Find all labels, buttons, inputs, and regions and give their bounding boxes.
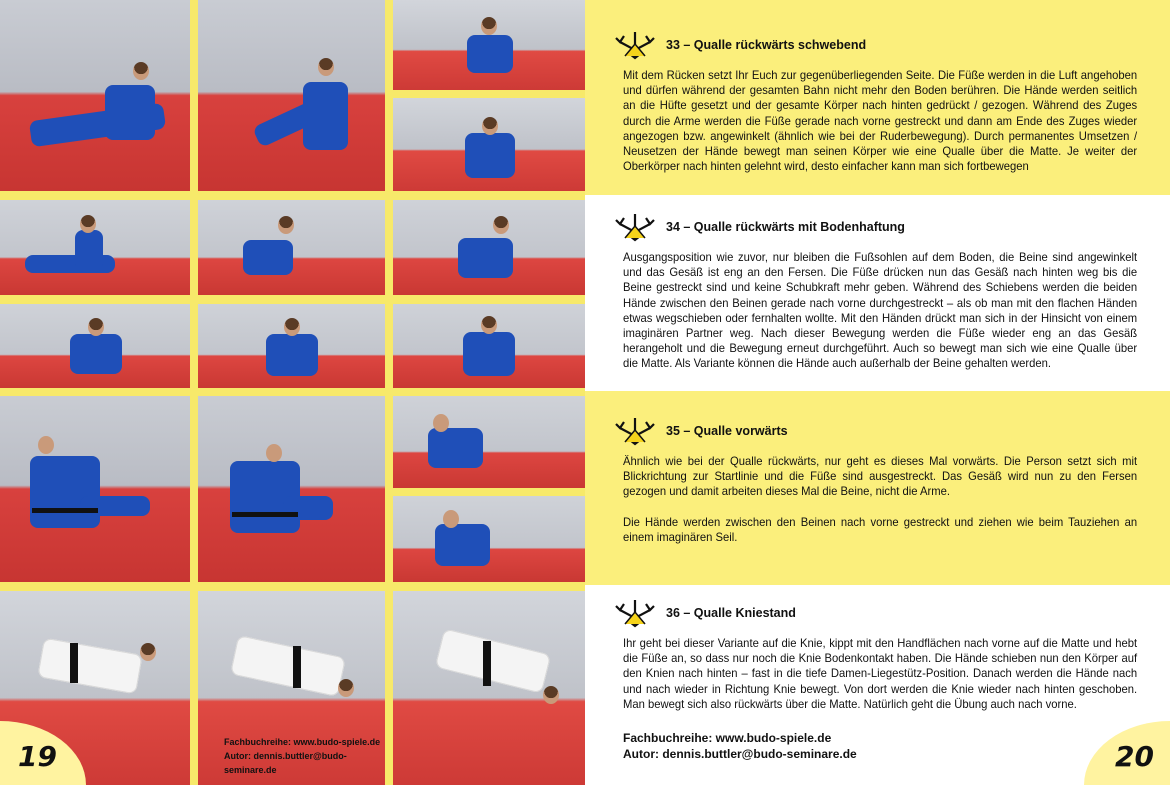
- photo-34-1: [0, 200, 190, 295]
- section-36: [612, 598, 1138, 712]
- photo-35-1: [0, 396, 190, 582]
- photo-36-3: [393, 591, 585, 785]
- photo-35-3: [393, 396, 585, 488]
- section-35-title: 35 – Qualle vorwärts: [666, 424, 788, 438]
- page-number-left: 19: [0, 721, 86, 785]
- section-35-body: Ähnlich wie bei der Qualle rückwärts, nur geht es dieses Mal vorwärts. Die Person setzt sich mit Blickrichtung zur Startlinie und die Füße sind ausgestreckt. Das Gesäß wird nun zu den Fersen gezogen und damit arbeiten dieses Mal die Beine, nicht die Arme.: [623, 455, 1138, 499]
- arrows-compass-icon: [612, 212, 658, 242]
- photo-34-5: [198, 304, 385, 388]
- section-34-title: 34 – Qualle rückwärts mit Bodenhaftung: [666, 220, 905, 234]
- arrows-compass-icon: [612, 30, 658, 60]
- page-number-right: 20: [1084, 721, 1170, 785]
- right-credit: [623, 730, 857, 762]
- left-credit-series: Fachbuchreihe: www.budo-spiele.de: [224, 737, 381, 747]
- photo-34-6: [393, 304, 585, 388]
- section-34-body: Ausgangsposition wie zuvor, nur bleiben die Fußsohlen auf dem Boden, die Beine sind angewinkelt und das Gesäß ist eng an den Fersen. Die Füße drücken nun das Gesäß nach hinten weg bis die Beine gestreckt sind und keine Schubkraft mehr geben. Während des Schiebens werden die beiden Hände zwischen den Beinen gerade nach vorne durchgestreckt – als ob man mit den flachen Händen etwas wegschieben oder fernhalten wollte. Mit den Händen drückt man sich in der Hinsicht von einem imaginären Partner weg. Nach dieser Bewegung werden die Füße wieder eng an das Gesäß herangeholt und die Bewegung erneut durchgeführt. Auch so bewegt man sich wie eine Qualle über die Matte. Als Variante können die Hände auch außerhalb der Beine gehalten werden.: [623, 251, 1138, 371]
- photo-36-2: [198, 591, 385, 785]
- arrows-compass-icon: [612, 416, 658, 446]
- photo-34-2: [198, 200, 385, 295]
- section-36-body: Ihr geht bei dieser Variante auf die Knie, kippt mit den Handflächen nach vorne auf die Matte und hebt die Füße an, so dass nur noch die Knie Bodenkontakt haben. Die Hände schieben nun den Körper auf den Knien nach hinten – fast in die tiefe Damen-Liegestütz-Position. Danach werden die Hände nach und nach wieder in Richtung Knie bewegt. Von dort werden die Knie wieder nach hinten geschoben. Man bewegt sich also rückwärts über die Matte. Natürlich geht die Übung auch nach vorne.: [623, 637, 1138, 711]
- section-35: [612, 416, 1138, 545]
- section-36-title: 36 – Qualle Kniestand: [666, 606, 796, 620]
- photo-34-3: [393, 200, 585, 295]
- photo-35-4: [393, 496, 585, 582]
- section-34: [612, 212, 1138, 372]
- section-33-body: Mit dem Rücken setzt Ihr Euch zur gegenüberliegenden Seite. Die Füße werden in die Luft angehoben und dürfen während der gesamten Bahn nicht mehr den Boden berühren. Die Hände werden seitlich an die Hüfte gesetzt und der gesamte Körper nach hinten gedrückt / gezogen. Während des Zuges durch die Arme werden die Füße gerade nach vorne gestreckt und dann am Ende des Zuges wieder angezogen bzw. angewinkelt (ähnlich wie bei der Ruderbewegung). Durch permanentes Umsetzen / Neusetzen der Hände bewegt man seinen Körper wie eine Qualle über die Matte. Je weiter der Oberkörper nach hinten gelehnt wird, desto einfacher kann man sich fortbewegen: [623, 69, 1138, 174]
- right-page: [585, 0, 1170, 785]
- photo-33-2: [198, 0, 385, 191]
- photo-33-4: [393, 98, 585, 191]
- photo-35-2: [198, 396, 385, 582]
- photo-33-1: [0, 0, 190, 191]
- right-credit-author: Autor: dennis.buttler@budo-seminare.de: [623, 747, 857, 761]
- left-credit-author: Autor: dennis.buttler@budo-seminare.de: [224, 751, 347, 775]
- photo-33-3: [393, 0, 585, 90]
- photo-34-4: [0, 304, 190, 388]
- section-33-title: 33 – Qualle rückwärts schwebend: [666, 38, 867, 52]
- arrows-compass-icon: [612, 598, 658, 628]
- section-33: [612, 30, 1138, 174]
- section-35-body-2: Die Hände werden zwischen den Beinen nach vorne gestreckt und ziehen wie beim Tauziehen an einem imaginären Seil.: [623, 515, 1138, 544]
- right-credit-series: Fachbuchreihe: www.budo-spiele.de: [623, 731, 832, 745]
